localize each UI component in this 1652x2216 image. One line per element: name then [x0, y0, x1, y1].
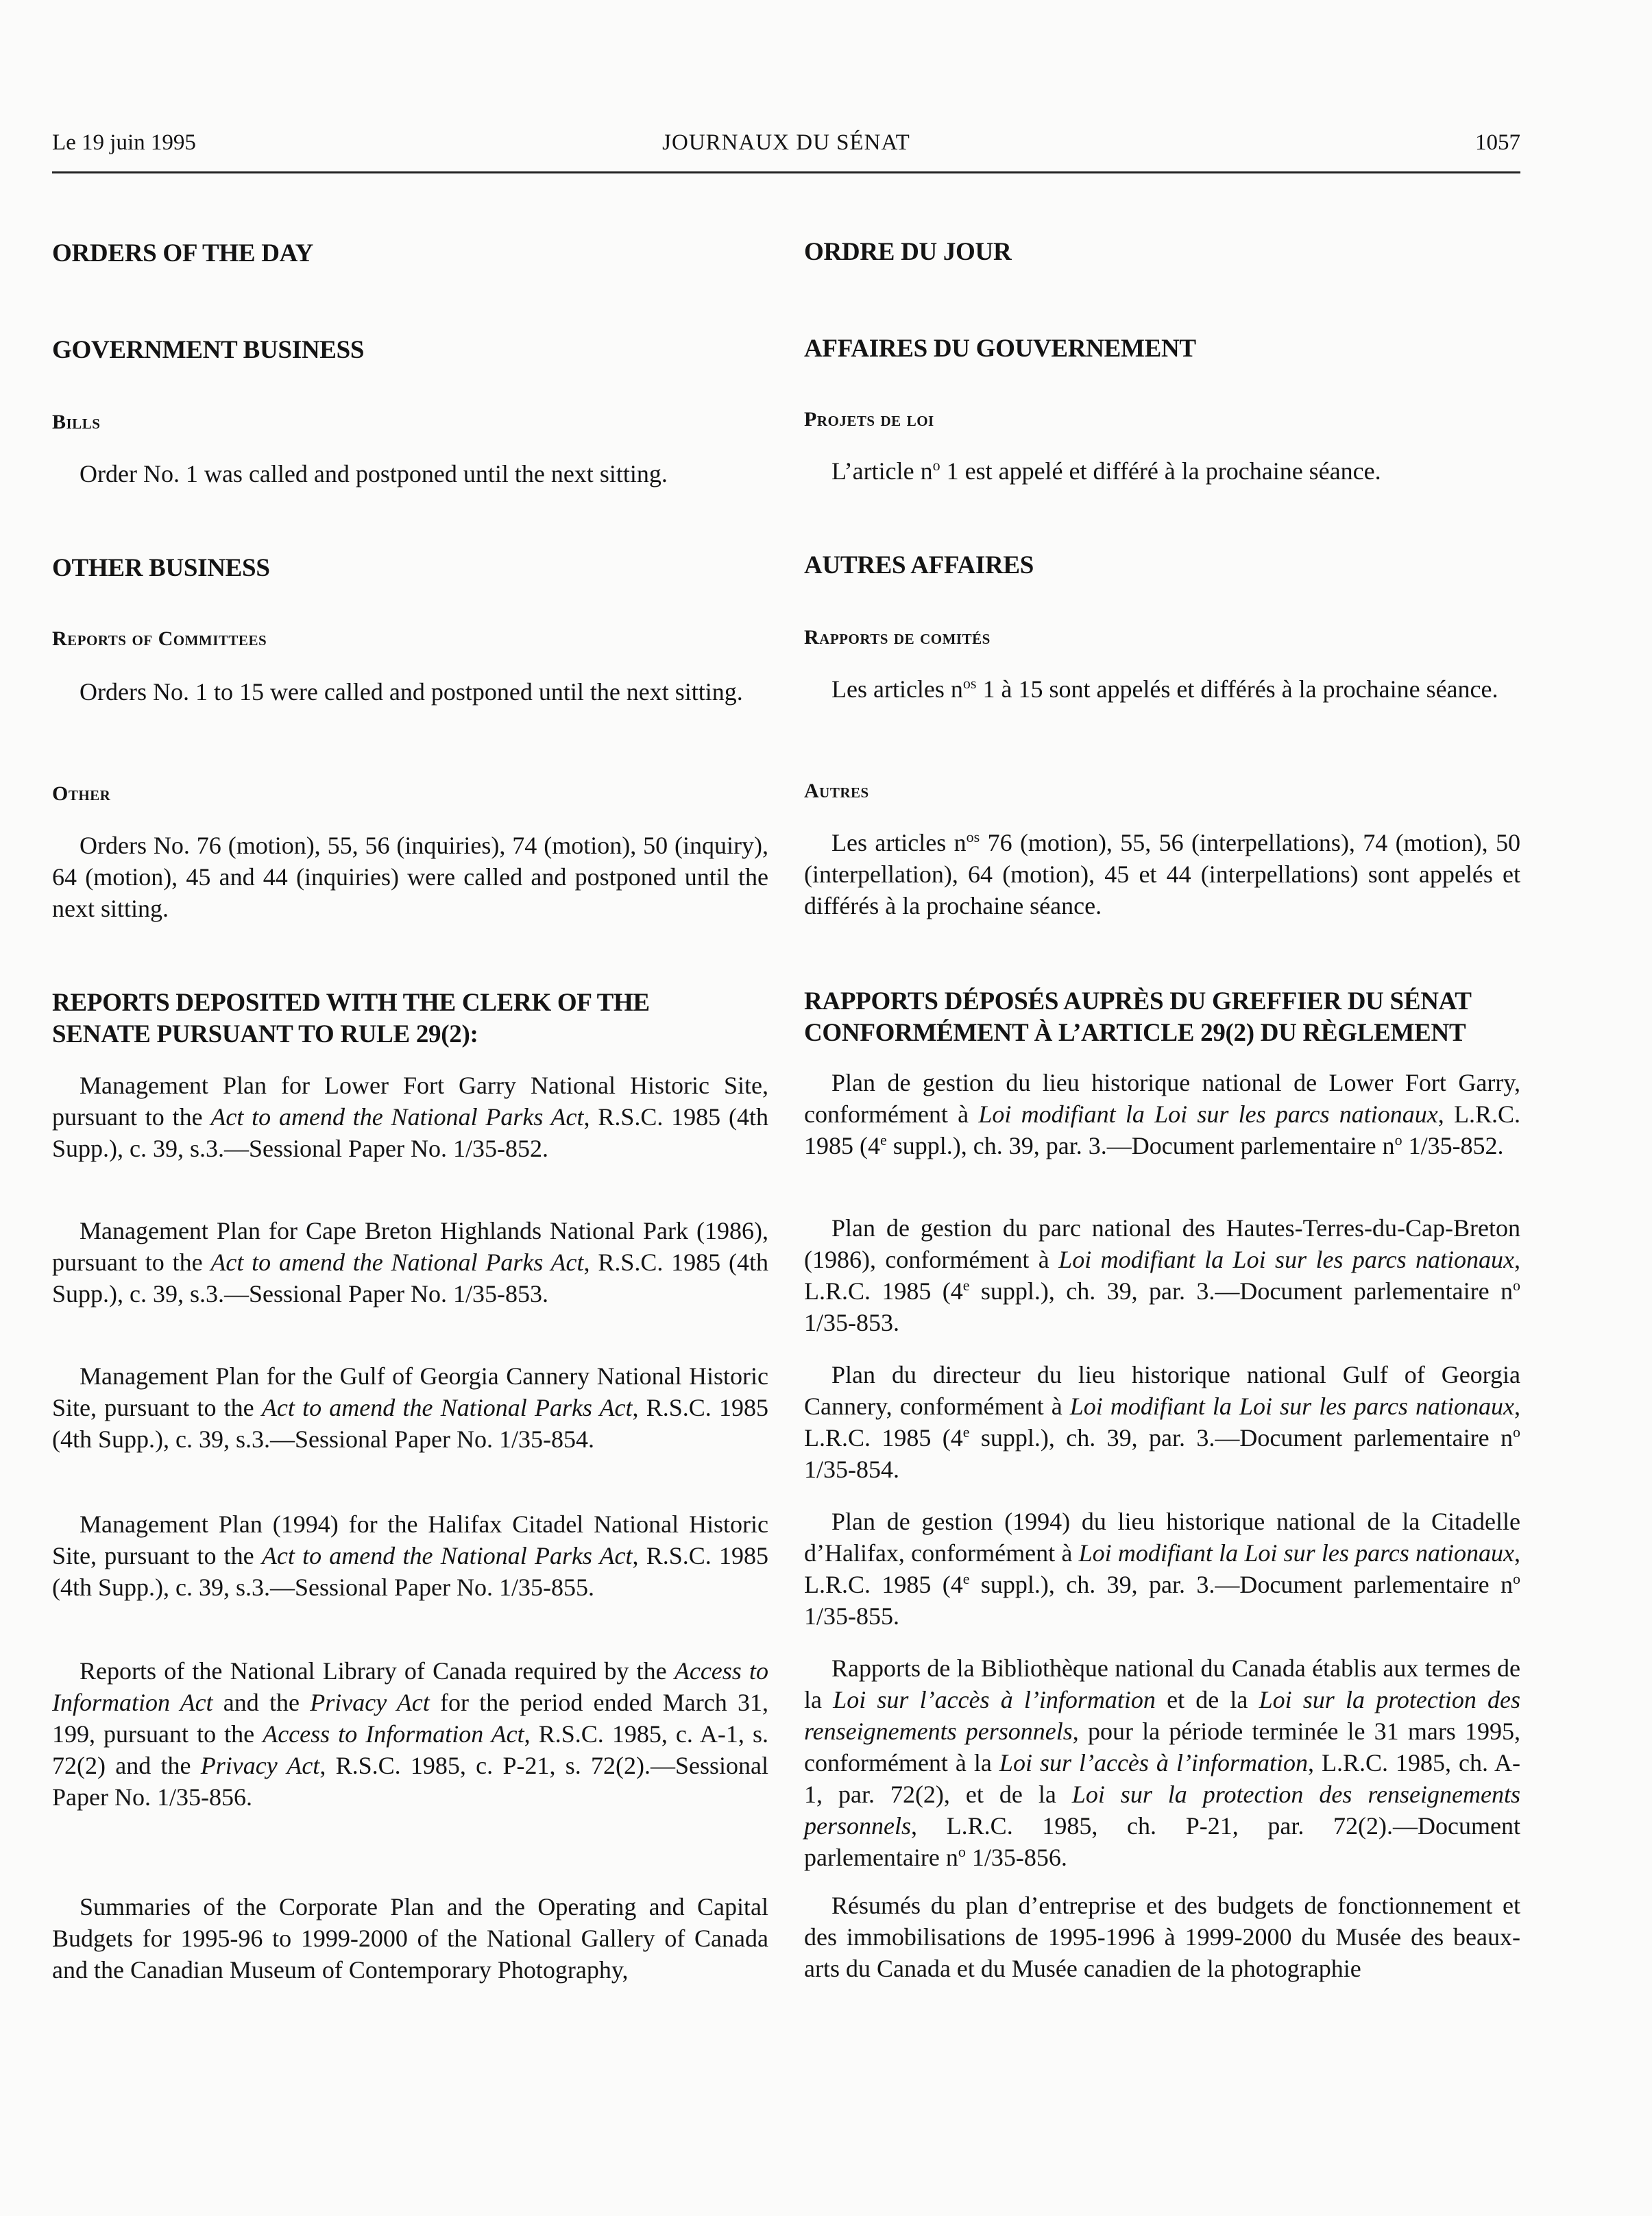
header-page-number: 1057	[1475, 130, 1520, 155]
reports-deposited-heading: REPORTS DEPOSITED WITH THE CLERK OF THE SENATE PURSUANT TO RULE 29(2):	[52, 989, 650, 1048]
other-paragraph: Orders No. 76 (motion), 55, 56 (inquiries), 74 (motion), 50 (inquiry), 64 (motion), 45 and 44 (inquiries) were called and postponed until the next sitting.	[52, 832, 768, 922]
management-plan-gulf-of-georgia: Management Plan for the Gulf of Georgia Cannery National Historic Site, pursuant to the Act to amend the National Parks Act, R.S.C. 1985 (4th Supp.), c. 39, s.3.—Sessional Paper No. 1/35-854.	[52, 1362, 768, 1453]
government-business-heading: GOVERNMENT BUSINESS	[52, 336, 365, 364]
autres-paragraph: Les articles $n^{os}$ 76 (motion), 55, 56 (interpellations), 74 (motion), 50 (interpellation), 64 (motion), 45 et 44 (interpellations) sont appelés et différés à la prochaine séance.	[804, 828, 1521, 919]
bills-subheading: Bills	[52, 411, 101, 433]
management-plan-halifax-citadel: Management Plan (1994) for the Halifax Citadel National Historic Site, pursuant to the Act to amend the National Parks Act, R.S.C. 1985 (4th Supp.), c. 39, s.3.—Sessional Paper No. 1/35-855.	[52, 1510, 768, 1601]
resumes-plan-entreprise: Résumés du plan d’entreprise et des budgets de fonctionnement et des immobilisations de 1995-1996 à 1999-2000 du Musée des beaux-arts du Canada et du Musée canadien de la photographie	[804, 1892, 1520, 1982]
affaires-du-gouvernement-heading: AFFAIRES DU GOUVERNEMENT	[804, 335, 1196, 363]
other-subheading: Other	[52, 782, 111, 805]
autres-subheading: Autres	[804, 780, 869, 802]
management-plan-cape-breton: Management Plan for Cape Breton Highlands National Park (1986), pursuant to the Act to amend the National Parks Act, R.S.C. 1985 (4th Supp.), c. 39, s.3.—Sessional Paper No. 1/35-853.	[52, 1217, 768, 1308]
projets-de-loi-paragraph: L’article $n^o$ 1 est appelé et différé à la prochaine séance.	[831, 457, 1381, 485]
rapports-deposes-heading: RAPPORTS DÉPOSÉS AUPRÈS DU GREFFIER DU SÉNAT CONFORMÉMENT À L’ARTICLE 29(2) DU RÈGLEMENT	[804, 987, 1472, 1047]
plan-gestion-cap-breton: Plan de gestion du parc national des Hautes-Terres-du-Cap-Breton (1986), conformément à Loi modifiant la Loi sur les parcs nationaux, L.R.C. 1985 (4e suppl.), ch. 39, par. 3.—Document parlementaire $n^o$ 1/35-853.	[804, 1214, 1520, 1336]
reports-of-committees-paragraph: Orders No. 1 to 15 were called and postponed until the next sitting.	[80, 678, 743, 706]
reports-of-committees-subheading: Reports of Committees	[52, 627, 267, 650]
national-library-reports: Reports of the National Library of Canada required by the Access to Information Act and the Privacy Act for the period ended March 31, 199, pursuant to the Access to Information Act, R.S.C. 1985, c. A-1, s. 72(2) and the Privacy Act, R.S.C. 1985, c. P-21, s. 72(2).—Sessional Paper No. 1/35-856.	[52, 1657, 769, 1811]
rapports-de-comites-subheading: Rapports de comités	[804, 626, 991, 649]
autres-affaires-heading: AUTRES AFFAIRES	[804, 551, 1034, 579]
plan-gestion-lower-fort-garry: Plan de gestion du lieu historique national de Lower Fort Garry, conformément à Loi modifiant la Loi sur les parcs nationaux, L.R.C. 1985 (4e suppl.), ch. 39, par. 3.—Document parlementaire $n^o$ 1/35-852.	[804, 1069, 1520, 1159]
header-journal-title: JOURNAUX DU SÉNAT	[662, 130, 910, 155]
management-plan-lower-fort-garry: Management Plan for Lower Fort Garry National Historic Site, pursuant to the Act to amend the National Parks Act, R.S.C. 1985 (4th Supp.), c. 39, s.3.—Sessional Paper No. 1/35-852.	[52, 1072, 768, 1162]
plan-gestion-citadelle-halifax: Plan de gestion (1994) du lieu historique national de la Citadelle d’Halifax, conformément à Loi modifiant la Loi sur les parcs nationaux, L.R.C. 1985 (4e suppl.), ch. 39, par. 3.—Document parlementaire $n^o$ 1/35-855.	[804, 1508, 1520, 1630]
rapports-bibliotheque-nationale: Rapports de la Bibliothèque national du Canada établis aux termes de la Loi sur l’accès à l’information et de la Loi sur la protection des renseignements personnels, pour la période terminée le 31 mars 1995, conformément à la Loi sur l’accès à l’information, L.R.C. 1985, ch. A-1, par. 72(2), et de la Loi sur la protection des renseignements personnels, L.R.C. 1985, ch. P-21, par. 72(2).—Document parlementaire $n^o$ 1/35-856.	[804, 1654, 1521, 1871]
orders-of-the-day-heading: ORDERS OF THE DAY	[52, 239, 314, 267]
other-business-heading: OTHER BUSINESS	[52, 554, 270, 582]
rapports-de-comites-paragraph: Les articles $n^{os}$ 1 à 15 sont appelés et différés à la prochaine séance.	[831, 675, 1498, 703]
ordre-du-jour-heading: ORDRE DU JOUR	[804, 238, 1012, 266]
projets-de-loi-subheading: Projets de loi	[804, 408, 934, 431]
bills-paragraph: Order No. 1 was called and postponed until the next sitting.	[80, 460, 668, 487]
page-header	[52, 123, 1520, 173]
corporate-plan-summaries: Summaries of the Corporate Plan and the Operating and Capital Budgets for 1995-96 to 1999-2000 of the National Gallery of Canada and the Canadian Museum of Contemporary Photography,	[52, 1893, 768, 1984]
header-date: Le 19 juin 1995	[52, 130, 196, 155]
plan-directeur-gulf-of-georgia: Plan du directeur du lieu historique national Gulf of Georgia Cannery, conformément à Loi modifiant la Loi sur les parcs nationaux, L.R.C. 1985 (4e suppl.), ch. 39, par. 3.—Document parlementaire $n^o$ 1/35-854.	[804, 1361, 1520, 1483]
